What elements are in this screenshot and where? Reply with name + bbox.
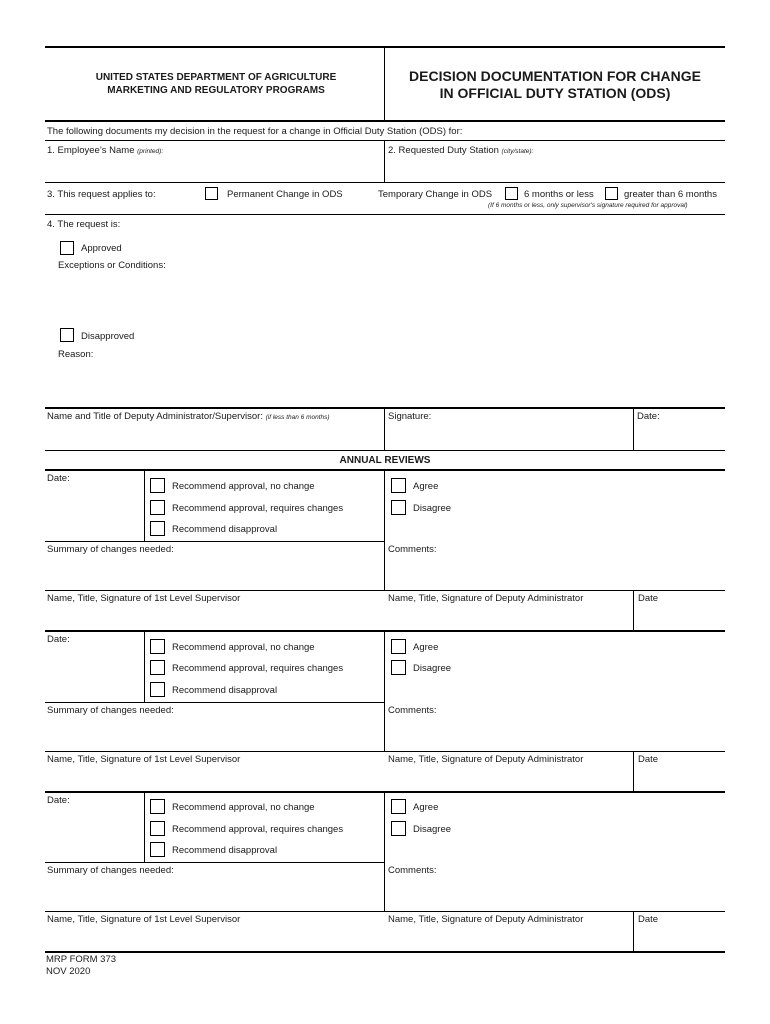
review-2-summary-label: Summary of changes needed: (47, 705, 174, 716)
review-3-comments-label: Comments: (388, 865, 437, 876)
review-2-approve-changes-checkbox[interactable] (150, 660, 165, 675)
annual-reviews-title: ANNUAL REVIEWS (339, 455, 431, 466)
temporary-change-label: Temporary Change in ODS (378, 189, 493, 200)
date-label: Date: (637, 411, 660, 422)
review-3-disapproval-label: Recommend disapproval (172, 845, 278, 856)
form-title (385, 68, 725, 102)
review-1-disagree-checkbox[interactable] (391, 500, 406, 515)
review-3-disagree-checkbox[interactable] (391, 821, 406, 836)
review-1-agree-checkbox[interactable] (391, 478, 406, 493)
review-2-agree-checkbox[interactable] (391, 639, 406, 654)
dept-line-1: UNITED STATES DEPARTMENT OF AGRICULTURE (95, 72, 337, 83)
review-3-disapproval-checkbox[interactable] (150, 842, 165, 857)
intro-text: The following documents my decision in the request for a change in Official Duty Station (ODS) for: (47, 126, 463, 137)
title-line-1: DECISION DOCUMENTATION FOR CHANGE (409, 68, 701, 84)
duty-station-label-text: 2. Requested Duty Station (388, 145, 499, 156)
reason-label: Reason: (58, 349, 94, 360)
exceptions-field[interactable] (58, 274, 718, 324)
employee-name-hint: (printed): (137, 148, 164, 155)
review-1-deputy-sig-label: Name, Title, Signature of Deputy Administrator (388, 593, 584, 604)
deputy-name-hint: (if less than 6 months) (265, 414, 330, 421)
duty-station-hint: (city/state): (501, 148, 534, 155)
deputy-name-label (47, 412, 330, 422)
form-number: MRP FORM 373 (46, 954, 117, 965)
review-1-comments-label: Comments: (388, 544, 437, 555)
six-months-or-less-checkbox[interactable] (505, 187, 518, 200)
form-date: NOV 2020 (46, 966, 91, 977)
review-1-disapproval-label: Recommend disapproval (172, 524, 278, 535)
permanent-change-label: Permanent Change in ODS (227, 189, 343, 200)
review-2-date-label: Date: (47, 634, 70, 645)
review-3-agree-label: Agree (413, 802, 439, 813)
review-2-approve-changes-label: Recommend approval, requires changes (172, 663, 344, 674)
review-1-agree-label: Agree (413, 481, 439, 492)
review-3-date-label: Date: (47, 795, 70, 806)
review-3-date-sig-label: Date (638, 914, 659, 925)
review-2-approve-no-change-label: Recommend approval, no change (172, 642, 315, 653)
review-1-date-label: Date: (47, 473, 70, 484)
deputy-name-label-text: Name and Title of Deputy Administrator/Supervisor: (47, 411, 263, 422)
review-2-disapproval-label: Recommend disapproval (172, 685, 278, 696)
review-3-approve-changes-checkbox[interactable] (150, 821, 165, 836)
review-3-disagree-label: Disagree (413, 824, 452, 835)
review-3-supervisor-sig-label: Name, Title, Signature of 1st Level Supervisor (47, 914, 241, 925)
review-3-summary-label: Summary of changes needed: (47, 865, 174, 876)
review-1-disapproval-checkbox[interactable] (150, 521, 165, 536)
greater-than-six-months-label: greater than 6 months (624, 189, 717, 200)
date-field[interactable] (635, 424, 724, 449)
department-name (48, 71, 384, 97)
review-2-disapproval-checkbox[interactable] (150, 682, 165, 697)
review-3-deputy-sig-label: Name, Title, Signature of Deputy Administrator (388, 914, 584, 925)
review-3-approve-no-change-label: Recommend approval, no change (172, 802, 315, 813)
permanent-change-checkbox[interactable] (205, 187, 218, 200)
duty-station-label (388, 146, 533, 156)
temporary-note: (If 6 months or less, only supervisor's signature required for approval) (488, 202, 688, 209)
review-1-date-sig-label: Date (638, 593, 659, 604)
approved-checkbox[interactable] (60, 241, 74, 255)
review-2-supervisor-sig-label: Name, Title, Signature of 1st Level Supervisor (47, 754, 241, 765)
review-1-approve-changes-checkbox[interactable] (150, 500, 165, 515)
request-is-label: 4. The request is: (47, 219, 121, 230)
review-2-comments-label: Comments: (388, 705, 437, 716)
disapproved-checkbox[interactable] (60, 328, 74, 342)
signature-field[interactable] (386, 424, 632, 449)
title-line-2: IN OFFICIAL DUTY STATION (ODS) (439, 85, 671, 101)
reason-field[interactable] (58, 362, 718, 406)
review-3-approve-no-change-checkbox[interactable] (150, 799, 165, 814)
review-2-deputy-sig-label: Name, Title, Signature of Deputy Administrator (388, 754, 584, 765)
review-1-approve-no-change-label: Recommend approval, no change (172, 481, 315, 492)
review-1-approve-no-change-checkbox[interactable] (150, 478, 165, 493)
approved-label: Approved (81, 243, 122, 254)
review-3-agree-checkbox[interactable] (391, 799, 406, 814)
disapproved-label: Disapproved (81, 331, 135, 342)
review-2-approve-no-change-checkbox[interactable] (150, 639, 165, 654)
review-3-approve-changes-label: Recommend approval, requires changes (172, 824, 344, 835)
duty-station-field[interactable] (386, 158, 724, 181)
employee-name-label-text: 1. Employee’s Name (47, 145, 135, 156)
review-1-approve-changes-label: Recommend approval, requires changes (172, 503, 344, 514)
employee-name-label (47, 146, 163, 156)
signature-label: Signature: (388, 411, 432, 422)
review-2-disagree-checkbox[interactable] (391, 660, 406, 675)
deputy-name-field[interactable] (45, 424, 383, 449)
review-1-summary-label: Summary of changes needed: (47, 544, 174, 555)
six-months-or-less-label: 6 months or less (524, 189, 594, 200)
review-2-disagree-label: Disagree (413, 663, 452, 674)
exceptions-label: Exceptions or Conditions: (58, 260, 166, 271)
dept-line-2: MARKETING AND REGULATORY PROGRAMS (107, 85, 325, 96)
review-1-supervisor-sig-label: Name, Title, Signature of 1st Level Supervisor (47, 593, 241, 604)
review-2-date-sig-label: Date (638, 754, 659, 765)
review-1-disagree-label: Disagree (413, 503, 452, 514)
review-2-agree-label: Agree (413, 642, 439, 653)
employee-name-field[interactable] (45, 158, 383, 181)
applies-to-label: 3. This request applies to: (47, 189, 156, 200)
greater-than-six-months-checkbox[interactable] (605, 187, 618, 200)
